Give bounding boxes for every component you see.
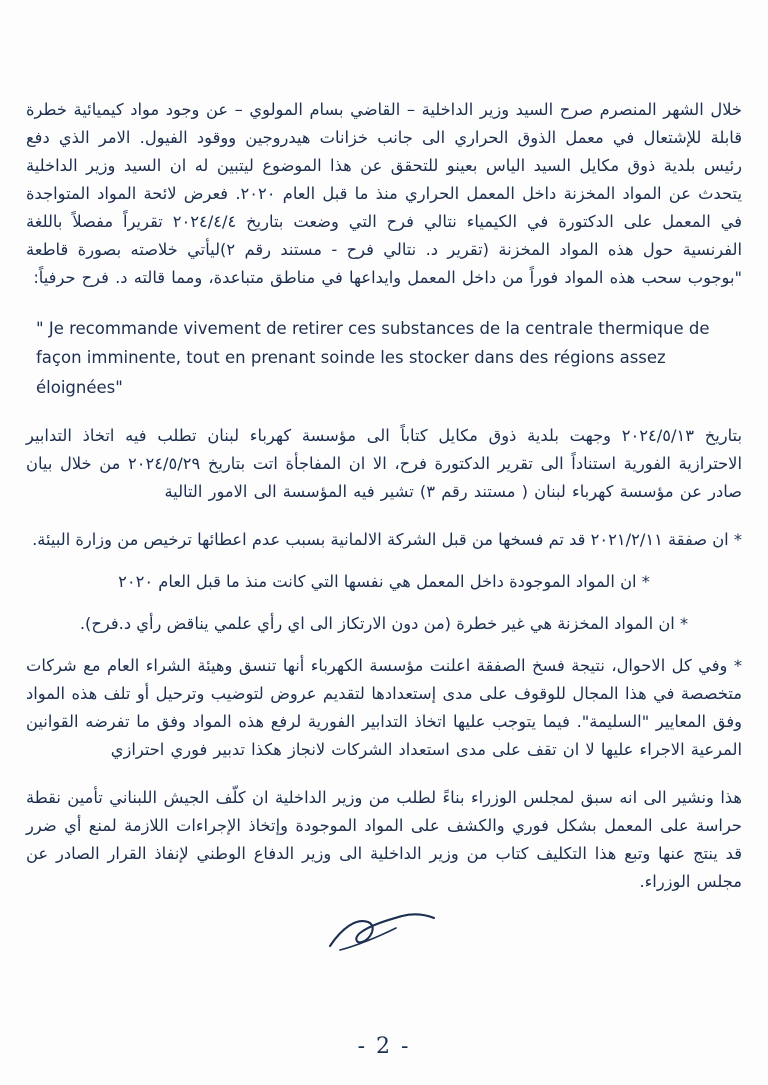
bullet-item-4: * وفي كل الاحوال، نتيجة فسخ الصفقة اعلنت مؤسسة الكهرباء أنها تنسق وهيئة الشراء العام مع شركات متخصصة في هذا المجال للوقوف على مدى إستعدادها لتقديم عروض لتوضيب وترحيل أو تلف هذه المواد وفق المعايير "السليمة". فيما يتوجب عليها اتخاذ التدابير الفورية لرفع هذه المواد وفق ما تفرضه القوانين المرعية الاجراء عليها لا ان تقف على مدى استعداد الشركات لانجاز هكذا تدبير فوري احترازي	[26, 656, 742, 760]
handwritten-signature-icon	[322, 906, 442, 956]
bullet-item-3: * ان المواد المخزنة هي غير خطرة (من دون الارتكاز الى اي رأي علمي يناقض رأي د.فرح).	[79, 614, 689, 634]
bullet-item-1: * ان صفقة ٢٠٢١/٢/١١ قد تم فسخها من قبل الشركة الالمانية بسبب عدم اعطائها ترخيص من وزارة البيئة.	[32, 530, 742, 550]
paragraph-3: بتاريخ ٢٠٢٤/٥/١٣ وجهت بلدية ذوق مكايل كتاباً الى مؤسسة كهرباء لبنان تطلب فيه اتخاذ التدابير الاحترازية الفورية استناداً الى تقرير الدكتورة فرح، الا ان المفاجأة اتت بتاريخ ٢٠٢٤/٥/٢٩ من خلال بيان صادر عن مؤسسة كهرباء لبنان ( مستند رقم ٣) تشير فيه المؤسسة الى الامور التالية	[26, 426, 743, 502]
bullet-item-2: * ان المواد الموجودة داخل المعمل هي نفسها التي كانت منذ ما قبل العام ٢٠٢٠	[118, 572, 650, 592]
paragraph-french-quote: " Je recommande vivement de retirer ces substances de la centrale thermique de façon imminente, tout en prenant soinde les stocker dans des régions assez éloignées"	[36, 319, 710, 397]
page-number: - 2 -	[357, 1034, 411, 1059]
paragraph-1: خلال الشهر المنصرم صرح السيد وزير الداخلية – القاضي بسام المولوي – عن وجود مواد كيميائية خطرة قابلة للإشتعال في معمل الذوق الحراري الى جانب خزانات هيدروجين ووقود الفيول. الامر الذي دفع رئيس بلدية ذوق مكايل السيد الياس بعينو للتحقق عن هذا الموضوع ليتبين له ان السيد وزير الداخلية يتحدث عن المواد المخزنة داخل المعمل الحراري منذ ما قبل العام ٢٠٢٠. فعرض لائحة المواد المتواجدة في المعمل على الدكتورة في الكيمياء نتالي فرح التي وضعت بتاريخ ٢٠٢٤/٤/٤ تقريراً مفصلاً باللغة الفرنسية حول هذه المواد المخزنة (تقرير د. نتالي فرح - مستند رقم ٢)ليأتي خلاصته بصورة قاطعة "بوجوب سحب هذه المواد فوراً من داخل المعمل وايداعها في مناطق متباعدة، ومما قالته د. فرح حرفياً:	[26, 100, 742, 288]
signature-area	[26, 906, 742, 960]
paragraph-8: هذا ونشير الى انه سبق لمجلس الوزراء بناءً لطلب من وزير الداخلية ان كلّف الجيش اللبناني تأمين نقطة حراسة على المعمل بشكل فوري والكشف على المواد الموجودة وإتخاذ الإجراءات اللازمة لمنع أي ضرر قد ينتج عنها وتبع هذا التكليف كتاب من وزير الداخلية الى وزير الدفاع الوطني لإنفاذ القرار الصادر عن مجلس الوزراء.	[26, 788, 742, 892]
